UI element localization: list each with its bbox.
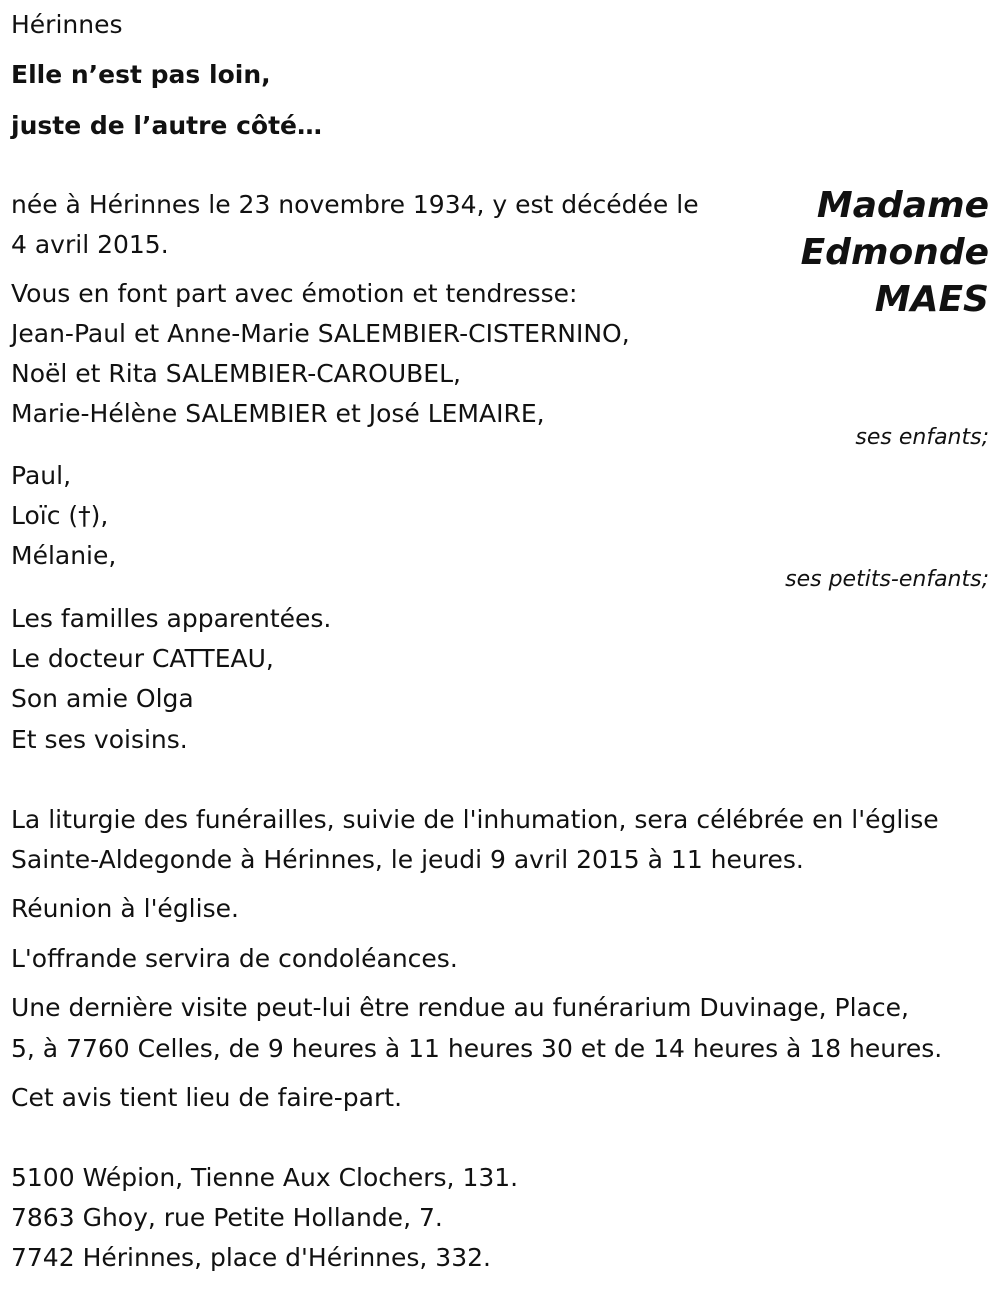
other-relation-line: Les familles apparentées. [11, 604, 332, 633]
grandchild-line: Paul, [11, 461, 72, 490]
address-line: 7742 Hérinnes, place d'Hérinnes, 332. [11, 1243, 491, 1272]
liturgy-line-1: La liturgie des funérailles, suivie de l'inhumation, sera célébrée en l'église [11, 805, 939, 834]
child-line: Noël et Rita SALEMBIER-CAROUBEL, [11, 359, 461, 388]
children-label: ses enfants; [855, 425, 989, 450]
deceased-title: Madame [816, 185, 989, 226]
address-line: 5100 Wépion, Tienne Aux Clochers, 131. [11, 1163, 519, 1192]
other-relation-line: Le docteur CATTEAU, [11, 644, 274, 673]
grandchild-line: Mélanie, [11, 541, 117, 570]
child-line: Jean-Paul et Anne-Marie SALEMBIER-CISTERNINO, [11, 319, 630, 348]
child-line: Marie-Hélène SALEMBIER et José LEMAIRE, [11, 399, 545, 428]
address-line: 7863 Ghoy, rue Petite Hollande, 7. [11, 1203, 443, 1232]
other-relation-line: Son amie Olga [11, 684, 194, 713]
announce-intro: Vous en font part avec émotion et tendresse: [11, 279, 578, 308]
deceased-first-name: Edmonde [800, 232, 989, 273]
grandchildren-label: ses petits-enfants; [785, 567, 989, 592]
birth-line-2: 4 avril 2015. [11, 230, 169, 259]
other-relation-line: Et ses voisins. [11, 725, 188, 754]
liturgy-line-2: Sainte-Aldegonde à Hérinnes, le jeudi 9 avril 2015 à 11 heures. [11, 845, 804, 874]
quote-line-1: Elle n’est pas loin, [11, 60, 271, 89]
visit-line-2: 5, à 7760 Celles, de 9 heures à 11 heures 30 et de 14 heures à 18 heures. [11, 1034, 943, 1063]
quote-line-2: juste de l’autre côté… [11, 111, 322, 140]
offering-line: L'offrande servira de condoléances. [11, 944, 458, 973]
visit-line-1: Une dernière visite peut-lui être rendue au funérarium Duvinage, Place, [11, 993, 909, 1022]
notice-line: Cet avis tient lieu de faire-part. [11, 1083, 403, 1112]
header-place: Hérinnes [11, 10, 123, 39]
birth-line-1: née à Hérinnes le 23 novembre 1934, y est décédée le [11, 190, 699, 219]
meeting-line: Réunion à l'église. [11, 894, 239, 923]
deceased-last-name: MAES [874, 279, 989, 320]
grandchild-line: Loïc (†), [11, 501, 109, 530]
